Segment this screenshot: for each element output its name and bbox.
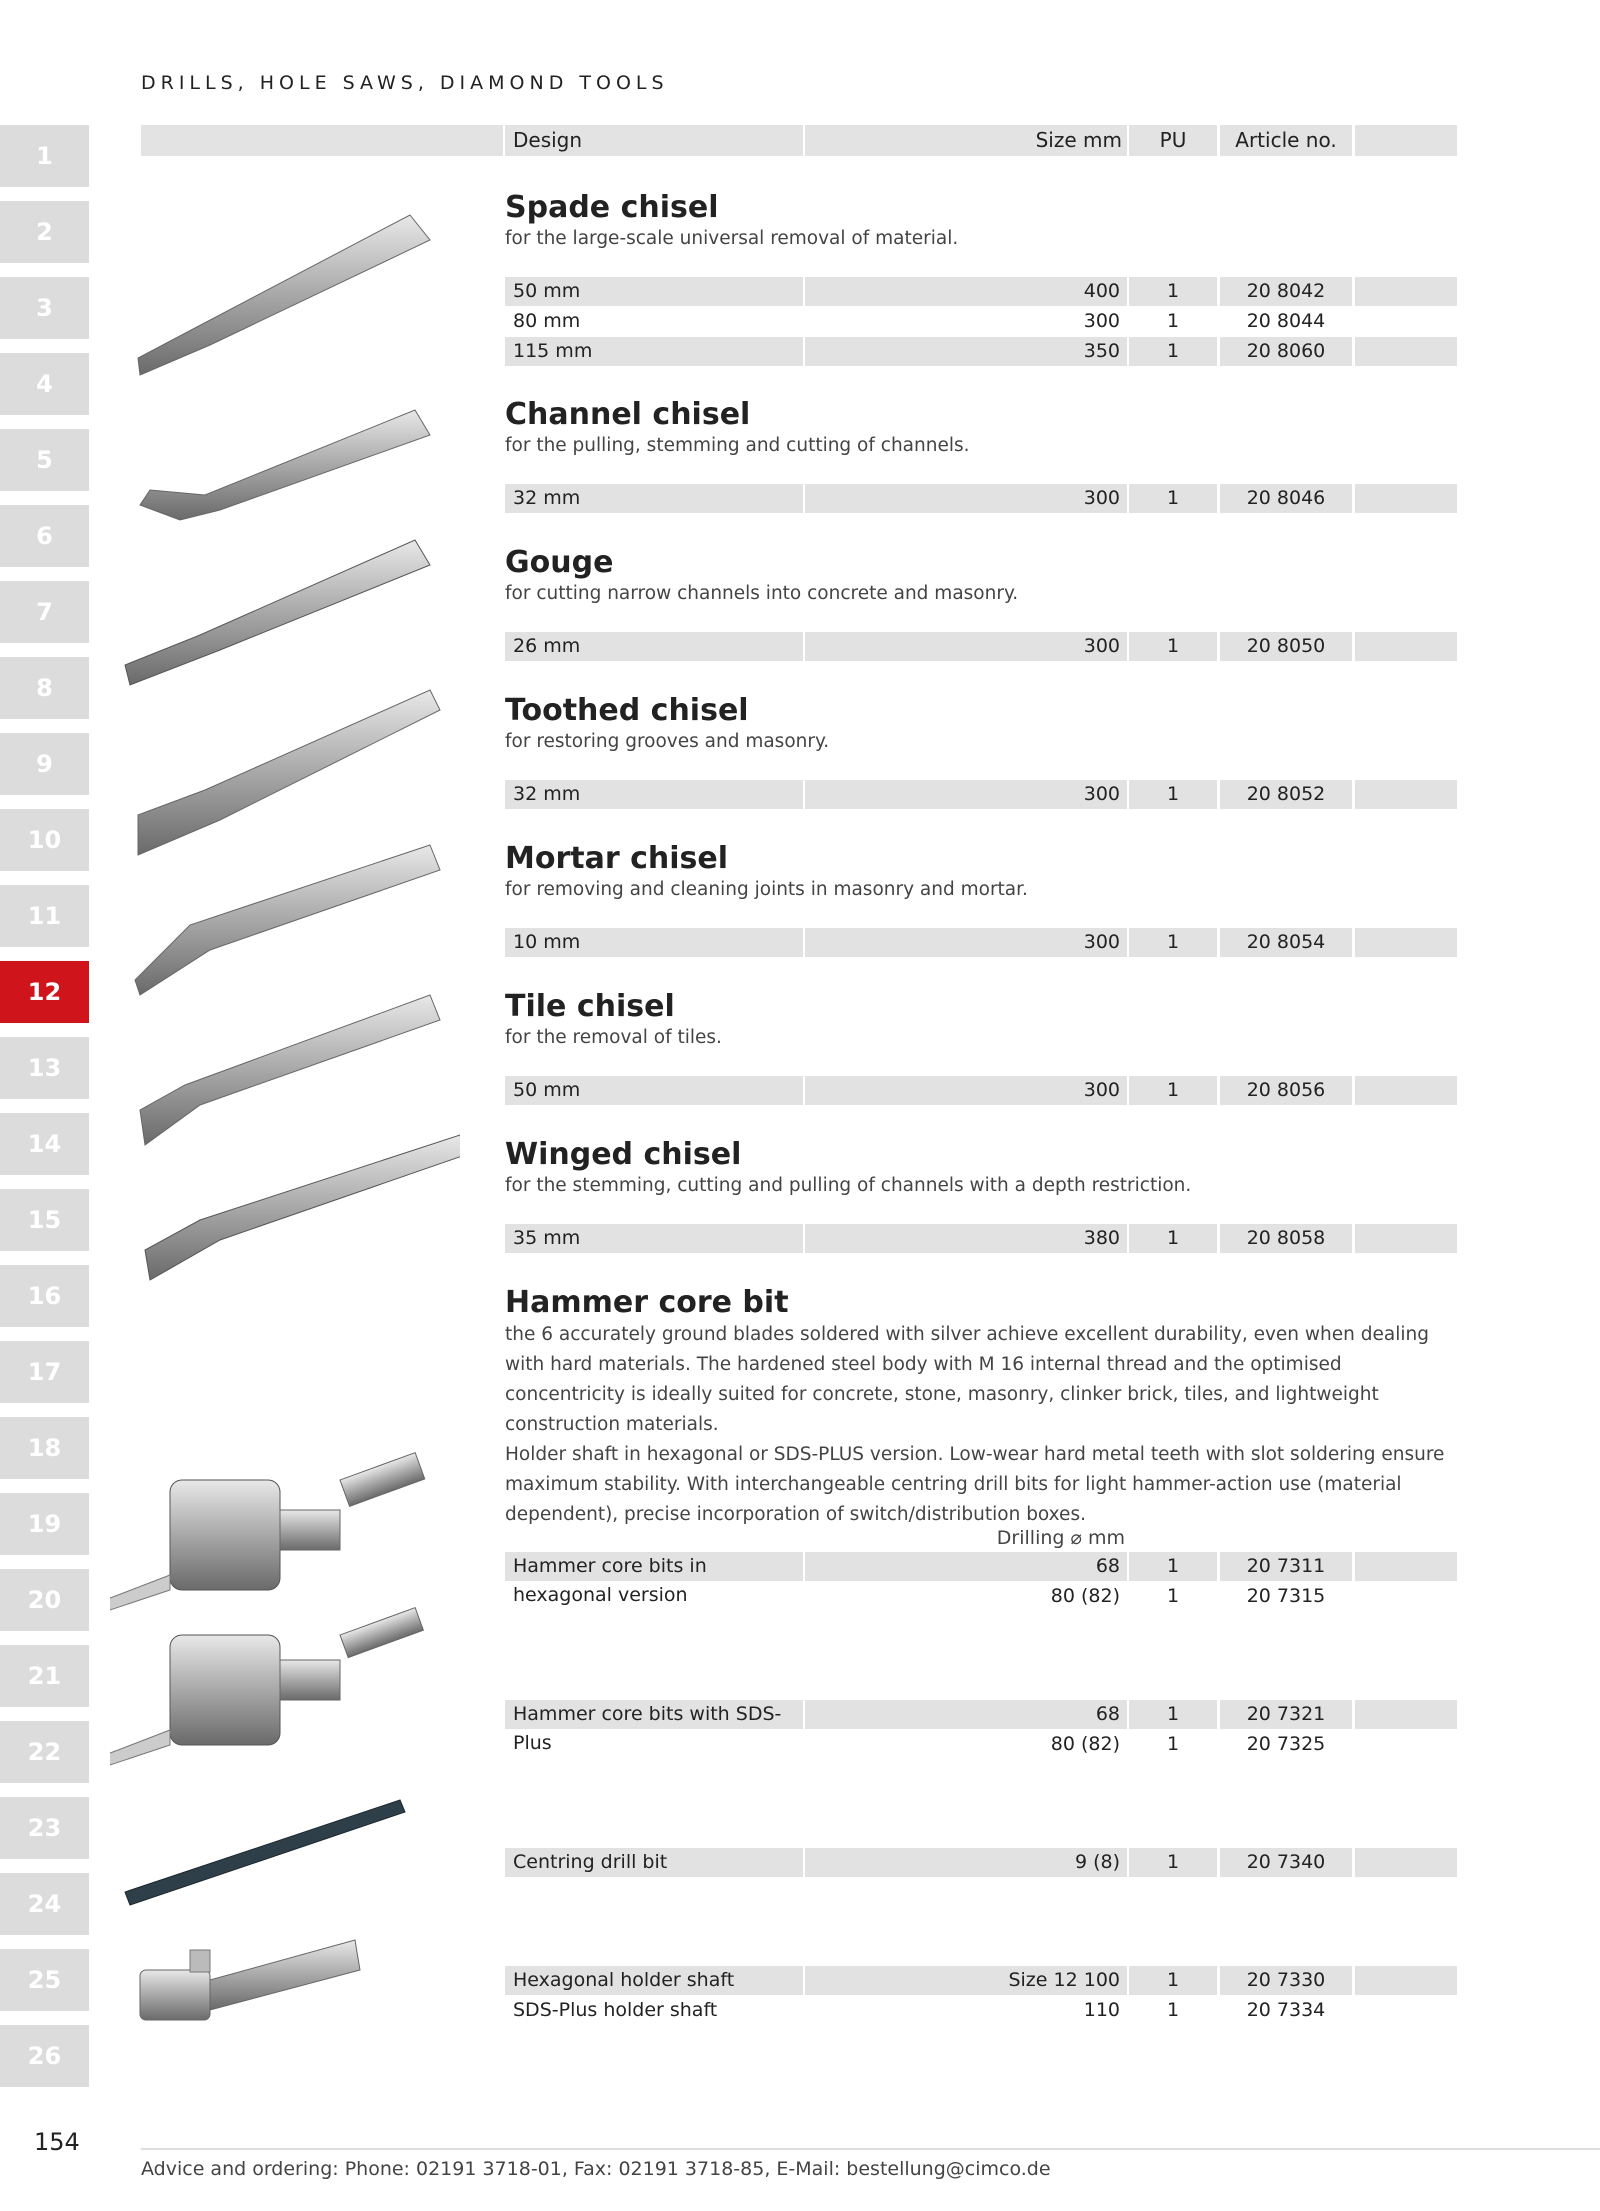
- section-description: for removing and cleaning joints in masonry and mortar.: [505, 879, 1028, 900]
- chapter-tab-16[interactable]: 16: [0, 1265, 89, 1327]
- pu-cell: 1: [1129, 337, 1217, 366]
- design-cell: 50 mm: [505, 277, 803, 306]
- design-cell: SDS-Plus holder shaft: [513, 1999, 718, 2021]
- size-cell: [805, 1552, 1127, 1581]
- table-row: [505, 1996, 1457, 2025]
- size-cell: [805, 277, 1127, 306]
- chapter-tab-10[interactable]: 10: [0, 809, 89, 871]
- size-cell: [805, 337, 1127, 366]
- extra-cell: [1355, 1730, 1457, 1759]
- section-title: Toothed chisel: [505, 693, 749, 728]
- article-cell: 20 7311: [1220, 1552, 1352, 1581]
- chapter-tab-19[interactable]: 19: [0, 1493, 89, 1555]
- extra-cell: [1355, 1700, 1457, 1729]
- section-title: Channel chisel: [505, 397, 751, 432]
- extra-cell: [1355, 337, 1457, 366]
- tile-chisel-image: [140, 995, 440, 1145]
- size-value: 300: [1083, 783, 1120, 805]
- chapter-tab-12[interactable]: 12: [0, 961, 89, 1023]
- extra-cell: [1355, 484, 1457, 513]
- hammer-core-bit-sds-image: [110, 1608, 423, 1765]
- header-image-col: [141, 125, 503, 156]
- size-cell: [805, 632, 1127, 661]
- chapter-tab-25[interactable]: 25: [0, 1949, 89, 2011]
- design-cell: [505, 1582, 803, 1611]
- pu-cell: 1: [1129, 1552, 1217, 1581]
- article-cell: 20 8046: [1220, 484, 1352, 513]
- article-cell: 20 8050: [1220, 632, 1352, 661]
- article-cell: 20 8044: [1246, 310, 1326, 332]
- design-cell: 32 mm: [505, 780, 803, 809]
- chapter-tab-17[interactable]: 17: [0, 1341, 89, 1403]
- mortar-chisel-image: [135, 845, 440, 995]
- chapter-tab-11[interactable]: 11: [0, 885, 89, 947]
- section-description: for cutting narrow channels into concrete and masonry.: [505, 583, 1019, 604]
- chapter-tab-8[interactable]: 8: [0, 657, 89, 719]
- size-value: 300: [1083, 487, 1120, 509]
- size-value: 80 (82): [1050, 1733, 1120, 1755]
- article-cell: 20 8058: [1220, 1224, 1352, 1253]
- table-row: [505, 780, 1457, 809]
- chapter-tab-7[interactable]: 7: [0, 581, 89, 643]
- article-cell: 20 7330: [1220, 1966, 1352, 1995]
- centring-drill-bit-image: [125, 1800, 405, 1905]
- pu-cell: 1: [1129, 1076, 1217, 1105]
- extra-cell: [1355, 1966, 1457, 1995]
- winged-chisel-image: [145, 1135, 460, 1280]
- pu-cell: 1: [1129, 1848, 1217, 1877]
- table-row: [505, 928, 1457, 957]
- chapter-tab-23[interactable]: 23: [0, 1797, 89, 1859]
- article-cell: 20 8052: [1220, 780, 1352, 809]
- toothed-chisel-image: [138, 690, 440, 855]
- design-cell: 35 mm: [505, 1224, 803, 1253]
- pu-cell: 1: [1129, 277, 1217, 306]
- footer-divider: [141, 2148, 1600, 2150]
- size-cell: [805, 307, 1127, 336]
- article-cell: 20 7334: [1246, 1999, 1326, 2021]
- header-design: Design: [513, 128, 583, 152]
- design-cell: 50 mm: [505, 1076, 803, 1105]
- extra-cell: [1355, 277, 1457, 306]
- chapter-tab-22[interactable]: 22: [0, 1721, 89, 1783]
- table-row: [505, 307, 1457, 336]
- extra-cell: [1355, 1224, 1457, 1253]
- size-value: 380: [1083, 1227, 1120, 1249]
- table-row: [505, 1730, 1457, 1759]
- header-article: Article no.: [1235, 128, 1337, 152]
- size-cell: [805, 1730, 1127, 1759]
- footer-contact: Advice and ordering: Phone: 02191 3718-01, Fax: 02191 3718-85, E-Mail: bestellung@cimco.de: [141, 2158, 1051, 2180]
- chapter-tab-5[interactable]: 5: [0, 429, 89, 491]
- size-value: 80 (82): [1050, 1585, 1120, 1607]
- article-cell: 20 8056: [1220, 1076, 1352, 1105]
- size-value: Size 12 100: [1008, 1969, 1120, 1991]
- design-cell: 26 mm: [505, 632, 803, 661]
- section-title: Spade chisel: [505, 190, 719, 225]
- article-cell: 20 8060: [1220, 337, 1352, 366]
- chapter-tab-9[interactable]: 9: [0, 733, 89, 795]
- table-row: [505, 277, 1457, 306]
- chapter-tab-24[interactable]: 24: [0, 1873, 89, 1935]
- design-cell: Hammer core bits in hexagonal version: [505, 1552, 803, 1581]
- pu-cell: 1: [1129, 1224, 1217, 1253]
- chapter-tab-20[interactable]: 20: [0, 1569, 89, 1631]
- tool-images: [110, 180, 460, 2050]
- table-row: [505, 1966, 1457, 1995]
- size-value: 9 (8): [1074, 1851, 1120, 1873]
- article-cell: 20 7315: [1246, 1585, 1326, 1607]
- design-cell: Hammer core bits with SDS-Plus: [505, 1700, 803, 1729]
- section-title: Winged chisel: [505, 1137, 742, 1172]
- extra-cell: [1355, 307, 1457, 336]
- gouge-image: [125, 540, 430, 685]
- pu-cell: 1: [1129, 1966, 1217, 1995]
- section-description: for the large-scale universal removal of material.: [505, 228, 959, 249]
- page-number: 154: [34, 2128, 80, 2156]
- section-description: for restoring grooves and masonry.: [505, 731, 830, 752]
- size-cell: [805, 1848, 1127, 1877]
- size-value: 110: [1083, 1999, 1120, 2021]
- table-row: [505, 337, 1457, 366]
- extra-cell: [1355, 1582, 1457, 1611]
- design-cell: 32 mm: [505, 484, 803, 513]
- header-size: Size mm: [1035, 128, 1122, 152]
- extra-cell: [1355, 1848, 1457, 1877]
- size-cell: [805, 1224, 1127, 1253]
- size-value: 300: [1083, 1079, 1120, 1101]
- channel-chisel-image: [140, 410, 430, 520]
- size-cell: [805, 1582, 1127, 1611]
- pu-cell: 1: [1129, 484, 1217, 513]
- chapter-tab-15[interactable]: 15: [0, 1189, 89, 1251]
- extra-cell: [1355, 1076, 1457, 1105]
- table-row: [505, 632, 1457, 661]
- chapter-tab-1[interactable]: 1: [0, 125, 89, 187]
- design-cell: 80 mm: [513, 310, 581, 332]
- header-pu: PU: [1159, 128, 1187, 152]
- size-cell: [805, 780, 1127, 809]
- article-cell: 20 7340: [1220, 1848, 1352, 1877]
- size-value: 68: [1095, 1703, 1120, 1725]
- extra-cell: [1355, 1996, 1457, 2025]
- pu-cell: 1: [1166, 1585, 1180, 1607]
- section-title: Mortar chisel: [505, 841, 728, 876]
- drilling-header: Drilling ⌀ mm: [996, 1527, 1125, 1549]
- article-cell: 20 8054: [1220, 928, 1352, 957]
- chapter-tab-3[interactable]: 3: [0, 277, 89, 339]
- page-header: DRILLS, HOLE SAWS, DIAMOND TOOLS: [141, 72, 669, 94]
- design-cell: 115 mm: [505, 337, 803, 366]
- design-cell: Centring drill bit: [505, 1848, 803, 1877]
- pu-cell: 1: [1129, 780, 1217, 809]
- section-description: for the stemming, cutting and pulling of channels with a depth restriction.: [505, 1175, 1192, 1196]
- extra-cell: [1355, 780, 1457, 809]
- size-cell: [805, 484, 1127, 513]
- chapter-tab-2[interactable]: 2: [0, 201, 89, 263]
- design-cell: 10 mm: [505, 928, 803, 957]
- extra-cell: [1355, 632, 1457, 661]
- size-value: 68: [1095, 1555, 1120, 1577]
- size-value: 400: [1083, 280, 1120, 302]
- section-title: Hammer core bit: [505, 1285, 789, 1320]
- size-cell: [805, 1966, 1127, 1995]
- chapter-tab-21[interactable]: 21: [0, 1645, 89, 1707]
- chapter-tab-13[interactable]: 13: [0, 1037, 89, 1099]
- pu-cell: 1: [1166, 1733, 1180, 1755]
- chapter-tab-4[interactable]: 4: [0, 353, 89, 415]
- size-cell: [805, 1996, 1127, 2025]
- design-cell: Hexagonal holder shaft: [505, 1966, 803, 1995]
- size-value: 300: [1083, 931, 1120, 953]
- size-value: 300: [1083, 635, 1120, 657]
- chapter-tab-26[interactable]: 26: [0, 2025, 89, 2087]
- section-title: Tile chisel: [505, 989, 675, 1024]
- spade-chisel-image: [138, 215, 430, 375]
- hammer-description: the 6 accurately ground blades soldered with silver achieve excellent durability, even when dealing with hard materials. The hardened steel body with M 16 internal thread and the optimised concentricity is ideally suited for concrete, stone, masonry, clinker brick, tiles, and lightweight construction materials. Holder shaft in hexagonal or SDS-PLUS version. Low-wear hard metal teeth with slot soldering ensure maximum stability. With interchangeable centring drill bits for light hammer-action use (material dependent), precise incorporation of switch/distribution boxes.: [505, 1324, 1445, 1525]
- table-row: [505, 1582, 1457, 1611]
- pu-cell: 1: [1129, 632, 1217, 661]
- size-cell: [805, 928, 1127, 957]
- chapter-tab-14[interactable]: 14: [0, 1113, 89, 1175]
- section-title: Gouge: [505, 545, 614, 580]
- article-cell: 20 7321: [1220, 1700, 1352, 1729]
- article-cell: 20 8042: [1220, 277, 1352, 306]
- section-description: for the removal of tiles.: [505, 1027, 722, 1048]
- pu-cell: 1: [1129, 928, 1217, 957]
- section-description: for the pulling, stemming and cutting of channels.: [505, 435, 970, 456]
- table-row: [505, 484, 1457, 513]
- header-extra-bg: [1355, 125, 1457, 156]
- size-value: 300: [1083, 310, 1120, 332]
- extra-cell: [1355, 1552, 1457, 1581]
- size-cell: [805, 1700, 1127, 1729]
- chapter-tab-6[interactable]: 6: [0, 505, 89, 567]
- table-row: [505, 1848, 1457, 1877]
- pu-cell: 1: [1166, 1999, 1180, 2021]
- pu-cell: 1: [1166, 310, 1180, 332]
- extra-cell: [1355, 928, 1457, 957]
- hammer-core-bit-hex-image: [110, 1453, 425, 1610]
- chapter-tab-18[interactable]: 18: [0, 1417, 89, 1479]
- size-value: 350: [1083, 340, 1120, 362]
- size-cell: [805, 1076, 1127, 1105]
- table-row: [505, 1076, 1457, 1105]
- table-row: [505, 1224, 1457, 1253]
- holder-shaft-image: [140, 1940, 360, 2020]
- pu-cell: 1: [1129, 1700, 1217, 1729]
- design-cell: [505, 1730, 803, 1759]
- article-cell: 20 7325: [1246, 1733, 1326, 1755]
